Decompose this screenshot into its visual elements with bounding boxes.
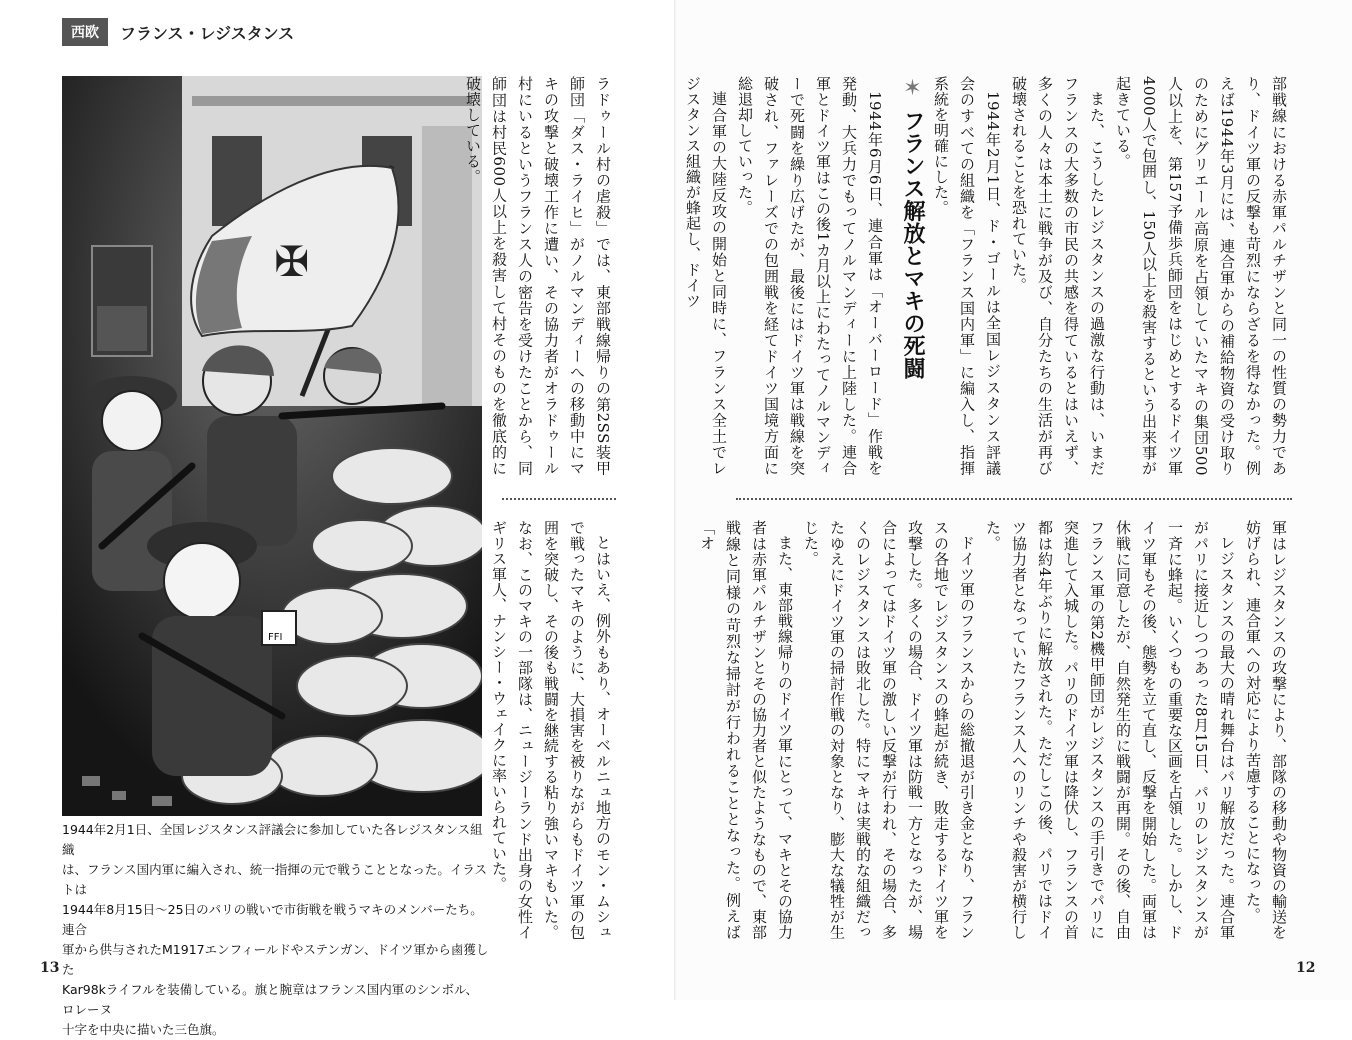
lorraine-cross-icon: ✠ xyxy=(274,237,310,286)
left-lower-text xyxy=(466,520,616,940)
page-number: 12 xyxy=(1296,960,1316,976)
body-paragraph: レジスタンスの最大の晴れ舞台はパリ解放だった。連合軍がパリに接近しつつあった8月15日、パリのレジスタンスが一斉に蜂起。いくつもの重要な区画を占領した。しかし、ドイツ軍もその後、態勢を立て直し、反撃を開始した。両軍は休戦に同意したが、自然発生的に戦闘が再開。その後、自由フランス軍の第2機甲師団がレジスタンスの手引きでパリに突進して入城した。パリのドイツ軍は降伏し、フランスの首都は約4年ぶりに解放された。ただしこの後、パリではドイツ協力者となっていたフランス人へのリンチや殺害が横行した。 xyxy=(984,520,1236,940)
star-icon: ✶ xyxy=(900,76,925,102)
right-page xyxy=(676,0,1352,1000)
chapter-title: フランス・レジスタンス xyxy=(120,23,295,43)
body-paragraph: ドイツ軍のフランスからの総撤退が引き金となり、フランスの各地でレジスタンスの蜂起が続き、敗走するドイツ軍を攻撃した。多くの場合、ドイツ軍は防戦一方となったが、場合によってはドイツ軍の激しい反撃が行われ、その場合、多くのレジスタンスは敗北した。特にマキは実戦的な組織だったゆえにドイツ軍の掃討作戦の対象となり、膨大な犠牲が生じた。 xyxy=(802,520,976,940)
body-paragraph: また、東部戦線帰りのドイツ軍にとって、マキとその協力者は赤軍パルチザンとその協力者と似たようなもので、東部戦線と同様の苛烈な掃討が行われることとなった。例えば「オ xyxy=(698,520,794,940)
caption-line: 十字を中央に描いた三色旗。 xyxy=(62,1022,225,1037)
caption-line: Kar98kライフルを装備している。旗と腕章はフランス国内軍のシンボル、ロレーヌ xyxy=(62,982,478,1017)
manga-illustration xyxy=(62,76,482,816)
dotted-divider xyxy=(736,498,1292,500)
body-paragraph: 軍はレジスタンスの攻撃により、部隊の移動や物資の輸送を妨げられ、連合軍への対応により苦慮することになった。 xyxy=(1244,520,1288,940)
body-paragraph: 部戦線における赤軍パルチザンと同一の性質の勢力であり、ドイツ軍の反撃も苛烈にならざるを得なかった。例えば1944年3月には、連合軍からの補給物資の受け取りのためにグリエール高原を占領していたマキの集団500人以上を、第157予備歩兵師団をはじめとするドイツ軍4000人で包囲し、150人以上を殺害するという出来事が起きている。 xyxy=(1114,76,1288,476)
section-heading-text: フランス解放とマキの死闘 xyxy=(900,109,925,380)
illustration-caption xyxy=(62,820,490,1040)
caption-line: 軍から供与されたM1917エンフィールドやステンガン、ドイツ軍から鹵獲した xyxy=(62,942,489,977)
body-paragraph: とはいえ、例外もあり、オーベルニュ地方のモン・ムシュで戦ったマキのように、大損害を被りながらもドイツ軍の包囲を突破し、その後も戦闘を継続する粘り強いマキもいた。なお、このマキの一部隊は、ニュージーランド出身の女性イギリス軍人、ナンシー・ウェイクに率いられていた。 xyxy=(490,520,612,940)
body-paragraph: 1944年2月1日、ド・ゴールは全国レジスタンス評議会のすべての組織を「フランス国内軍」に編入し、指揮系統を明確にした。 xyxy=(932,76,1002,476)
right-lower-text xyxy=(698,520,1292,940)
section-heading xyxy=(896,76,928,476)
region-tag: 西欧 xyxy=(62,18,108,46)
left-page xyxy=(0,0,676,1037)
caption-line: は、フランス国内軍に編入され、統一指揮の元で戦うこととなった。イラストは xyxy=(62,862,488,897)
page-number: 13 xyxy=(40,960,60,976)
body-paragraph: ラドゥール村の虐殺」では、東部戦線帰りの第2SS装甲師団「ダス・ライヒ」がノルマンディーへの移動中にマキの攻撃と破壊工作に遭い、その協力者がオラドゥール村にいるというフランス人の密告を受けたことから、同師団は村民600人以上を殺害して村そのものを徹底的に破壊している。 xyxy=(464,76,612,476)
dotted-divider xyxy=(502,498,616,500)
illustration-art xyxy=(62,76,482,816)
armband-label: FFI xyxy=(268,632,283,643)
body-paragraph: 連合軍の大陸反攻の開始と同時に、フランス全土でレジスタンス組織が蜂起し、ドイツ xyxy=(684,76,728,476)
left-upper-text xyxy=(466,76,616,476)
body-paragraph: 1944年6月6日、連合軍は「オーバーロード」作戦を発動、大兵力でもってノルマンディーに上陸した。連合軍とドイツ軍はこの後1カ月以上にわたってノルマンディーで死闘を繰り広げたが、最後にはドイツ軍は戦線を突破され、ファレーズでの包囲戦を経てドイツ国境方面に総退却していった。 xyxy=(736,76,884,476)
caption-line: 1944年2月1日、全国レジスタンス評議会に参加していた各レジスタンス組織 xyxy=(62,822,483,857)
right-upper-text xyxy=(684,76,1292,476)
body-paragraph: また、こうしたレジスタンスの過激な行動は、いまだフランスの大多数の市民の共感を得ているとはいえず、多くの人々は本土に戦争が及び、自分たちの生活が再び破壊されることを恐れていた。 xyxy=(1010,76,1106,476)
running-header xyxy=(62,18,294,46)
caption-line: 1944年8月15日〜25日のパリの戦いで市街戦を戦うマキのメンバーたち。連合 xyxy=(62,902,483,937)
